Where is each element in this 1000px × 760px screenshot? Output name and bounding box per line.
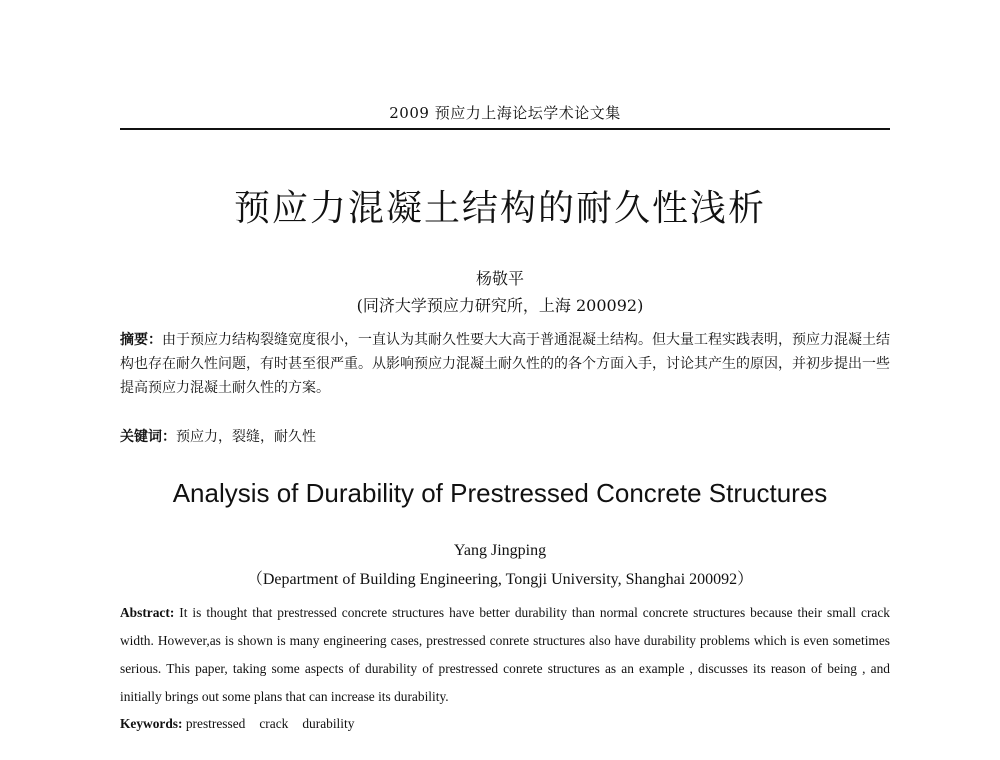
english-affiliation: （Department of Building Engineering, Tongji University, Shanghai 200092）	[246, 571, 754, 588]
chinese-affiliation: (同济大学预应力研究所，上海 200092)	[356, 296, 644, 315]
running-header: 2009 预应力上海论坛学术论文集	[389, 104, 621, 122]
chinese-title: 预应力混凝土结构的耐久性浅析	[233, 188, 766, 229]
english-keyword: crack	[259, 716, 289, 731]
english-author: Yang Jingping	[453, 542, 547, 559]
english-keywords	[120, 713, 890, 735]
chinese-author: 杨敬平	[475, 269, 524, 288]
header-rule	[120, 128, 890, 130]
chinese-abstract-text: 由于预应力结构裂缝宽度很小，一直认为其耐久性要大大高于普通混凝土结构。但大量工程实践表明，预应力混凝土结构也存在耐久性问题，有时甚至很严重。从影响预应力混凝土耐久性的的各个方面入手，讨论其产生的原因，并初步提出一些提高预应力混凝土耐久性的方案。	[120, 332, 890, 396]
english-keyword: prestressed	[185, 716, 246, 731]
chinese-abstract-label: 摘要：	[120, 332, 162, 348]
english-keywords-label: Keywords:	[120, 716, 183, 731]
english-title: Analysis of Durability of Prestressed Concrete Structures	[172, 478, 828, 508]
english-abstract-text: It is thought that prestressed concrete structures have better durability than normal concrete structures because their small crack width. However,as is shown is many engineering cases, prestressed conrete structures also have durability problems which is even sometimes serious. This paper, taking some aspects of durability of prestressed conrete structures as an example , discusses its reason of being , and initially brings out some plans that can increase its durability.	[120, 605, 890, 704]
chinese-abstract	[120, 328, 890, 400]
chinese-keywords	[120, 426, 890, 448]
chinese-keywords-text: 预应力，裂缝，耐久性	[176, 429, 316, 445]
english-keyword: durability	[302, 716, 355, 731]
english-abstract	[120, 599, 890, 711]
chinese-keywords-label: 关键词：	[120, 429, 176, 445]
english-abstract-label: Abstract:	[120, 605, 175, 620]
